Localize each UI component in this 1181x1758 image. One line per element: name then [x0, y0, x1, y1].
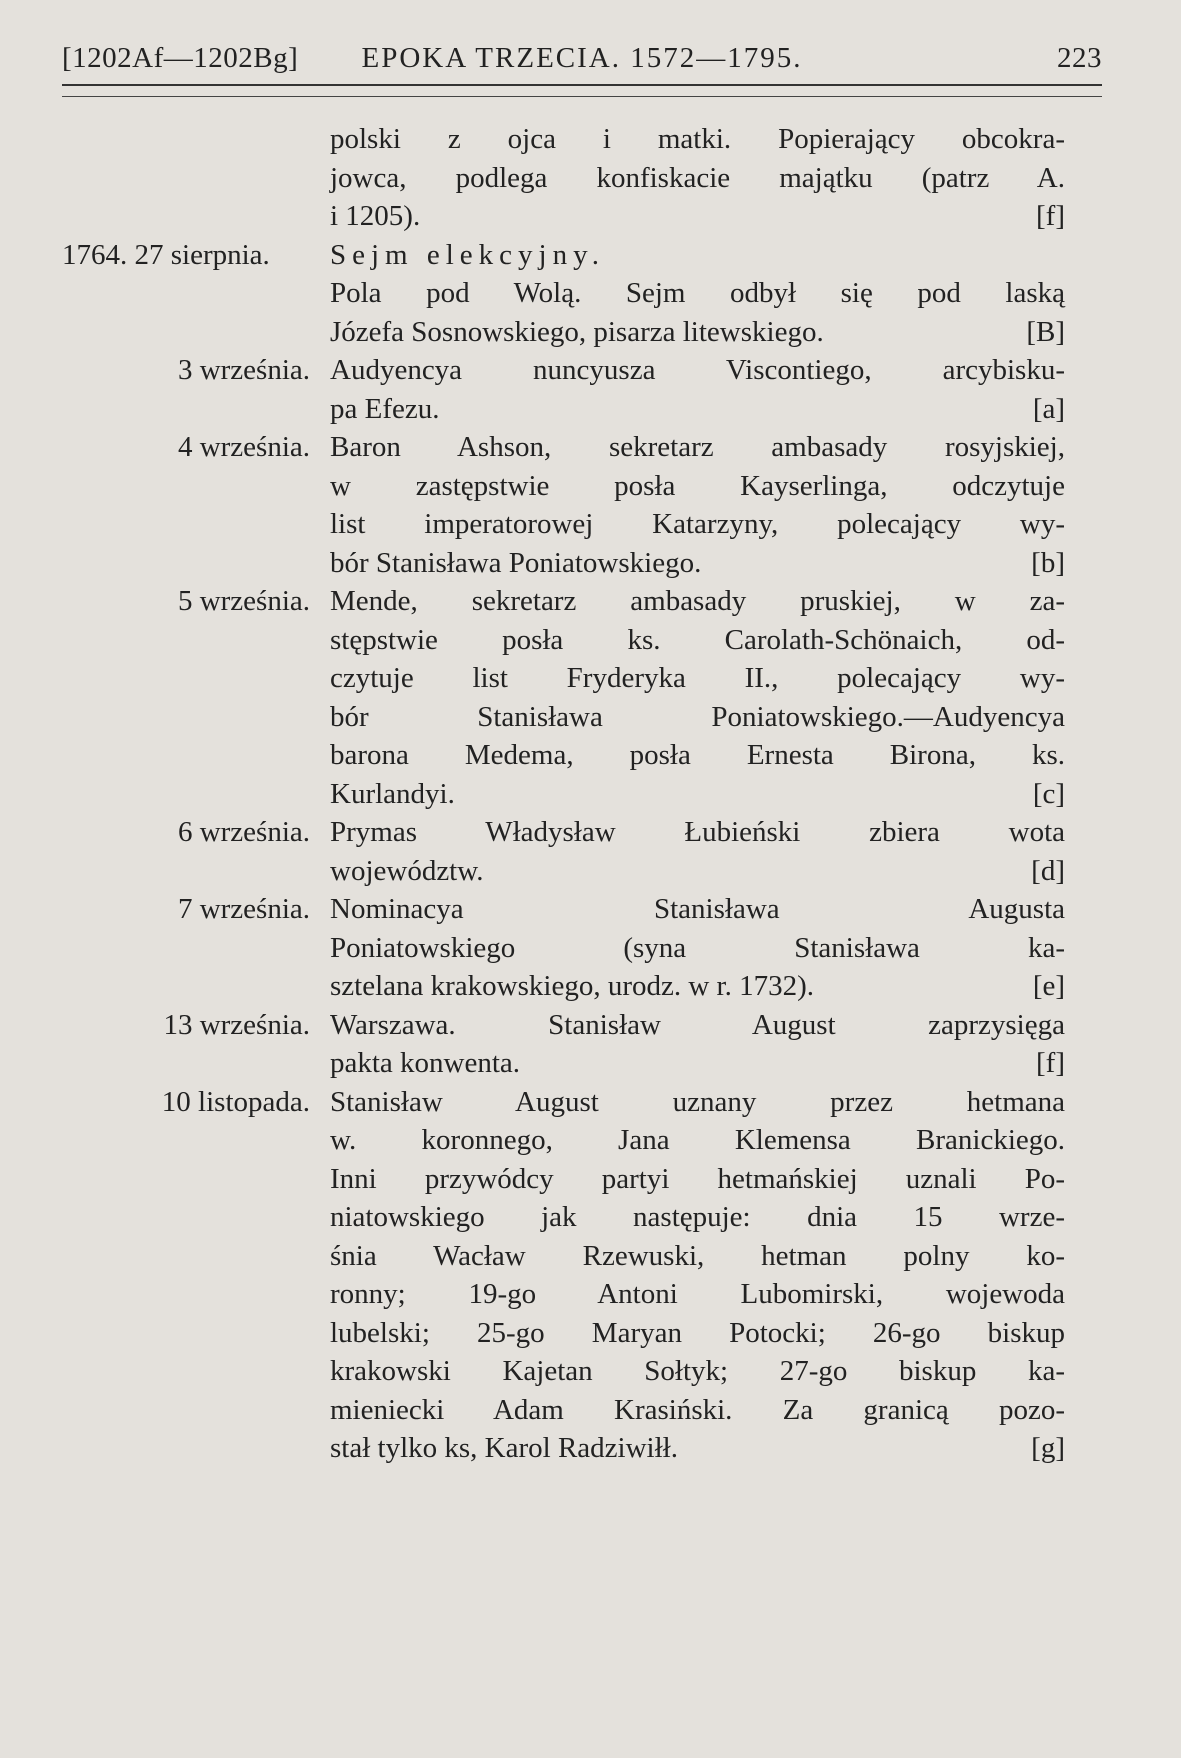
- text-line: [330, 890, 1065, 929]
- text-line: polski z ojca i matki. Popierający obcokra-: [330, 123, 1065, 155]
- chronology-entry: [0, 813, 1181, 890]
- text-line: [330, 544, 1065, 583]
- section-reference: [1202Af—1202Bg]: [62, 42, 299, 74]
- text-line: [330, 852, 1065, 891]
- entry-date: 6 września.: [177, 816, 310, 848]
- date-spacer: [0, 120, 330, 236]
- text-line-content: bór Stanisława Poniatowskiego.—Audyencya: [330, 700, 1065, 733]
- entry-date: 3 września.: [177, 354, 310, 386]
- text-line-content: województw.: [330, 854, 484, 887]
- source-mark: [e]: [1032, 970, 1065, 1002]
- text-line: [330, 236, 1065, 275]
- text-line: [330, 1044, 1065, 1083]
- text-line-content: bór Stanisława Poniatowskiego.: [330, 546, 702, 579]
- source-mark: [f]: [1036, 1047, 1065, 1079]
- text-line-content: Mende, sekretarz ambasady pruskiej, w za-: [330, 585, 1065, 617]
- text-line: [330, 929, 1065, 968]
- text-line: [330, 505, 1065, 544]
- text-line: [330, 1314, 1065, 1353]
- text-line-content: śnia Wacław Rzewuski, hetman polny ko-: [330, 1239, 1065, 1272]
- text-line: [330, 467, 1065, 506]
- chronology-entry: [0, 1083, 1181, 1468]
- text-line: [330, 1391, 1065, 1430]
- text-line-content: czytuje list Fryderyka II., polecający wy-: [330, 662, 1065, 694]
- text-line: [330, 1352, 1065, 1391]
- chronology-entry: [0, 236, 1181, 275]
- text-line: [330, 698, 1065, 737]
- text-line-content: lubelski; 25-go Maryan Potocki; 26-go biskup: [330, 1316, 1065, 1349]
- text-line-content: pa Efezu.: [330, 392, 440, 425]
- entry-text: [330, 274, 1065, 351]
- entry-date: 7 września.: [177, 893, 310, 925]
- text-line-content: w. koronnego, Jana Klemensa Branickiego.: [330, 1124, 1065, 1156]
- chronology-entry: [0, 274, 1181, 351]
- text-line-content: Nominacya Stanisława Augusta: [330, 893, 1065, 925]
- text-line: [330, 274, 1065, 313]
- entry-text: [330, 351, 1065, 428]
- text-line-content: stał tylko ks, Karol Radziwiłł.: [330, 1432, 678, 1464]
- entry-date: 10 listopada.: [161, 1085, 310, 1118]
- text-line-content: w zastępstwie posła Kayserlinga, odczytuje: [330, 469, 1065, 502]
- intro-continuation: [0, 120, 1181, 236]
- page-number: 223: [1057, 42, 1102, 74]
- text-line-content: i 1205).: [330, 200, 421, 232]
- chronology-body: [0, 120, 1181, 1468]
- source-mark: [f]: [1036, 200, 1065, 232]
- text-line-content: Prymas Władysław Łubieński zbiera wota: [330, 816, 1065, 848]
- text-line: [330, 1083, 1065, 1122]
- source-mark: [g]: [1031, 1432, 1065, 1464]
- text-line: [330, 621, 1065, 660]
- text-line-content: krakowski Kajetan Sołtyk; 27-go biskup ka-: [330, 1355, 1065, 1387]
- chronology-entry: [0, 890, 1181, 1006]
- text-line: [330, 1160, 1065, 1199]
- text-line-content: stępstwie posła ks. Carolath-Schönaich, od-: [330, 623, 1065, 656]
- source-mark: [d]: [1031, 854, 1065, 887]
- source-mark: [a]: [1032, 392, 1065, 425]
- text-line: [330, 1275, 1065, 1314]
- text-line: [330, 390, 1065, 429]
- text-line-content: ronny; 19-go Antoni Lubomirski, wojewoda: [330, 1278, 1065, 1310]
- chronology-entry: [0, 428, 1181, 582]
- entry-date: 5 września.: [177, 585, 310, 617]
- text-line: [330, 736, 1065, 775]
- entry-date: 1764. 27 sierpnia.: [62, 238, 270, 271]
- page-header: [62, 30, 1102, 86]
- text-line-content: Sejm elekcyjny.: [330, 238, 605, 271]
- text-line-content: Baron Ashson, sekretarz ambasady rosyjskiej,: [330, 431, 1065, 463]
- text-line: [330, 1198, 1065, 1237]
- text-line-content: Pola pod Wolą. Sejm odbył się pod laską: [330, 277, 1065, 309]
- text-line: [330, 1237, 1065, 1276]
- text-line: [330, 197, 1065, 236]
- text-line: [330, 1429, 1065, 1468]
- entry-date: [0, 274, 330, 351]
- entry-text: [330, 1083, 1065, 1468]
- text-line: [330, 582, 1065, 621]
- text-line: jowca, podlega konfiskacie majątku (patrz A.: [330, 161, 1065, 194]
- source-mark: [B]: [1026, 315, 1065, 348]
- text-line-content: Poniatowskiego (syna Stanisława ka-: [330, 931, 1065, 964]
- text-line: [330, 351, 1065, 390]
- intro-text: [330, 120, 1065, 236]
- source-mark: [c]: [1032, 777, 1065, 810]
- text-line-content: Józefa Sosnowskiego, pisarza litewskiego.: [330, 315, 824, 348]
- text-line-content: Warszawa. Stanisław August zaprzysięga: [330, 1008, 1065, 1041]
- entry-text: [330, 582, 1065, 813]
- text-line-content: Audyencya nuncyusza Viscontiego, arcybisku-: [330, 354, 1065, 386]
- chronology-entry: [0, 582, 1181, 813]
- text-line: [330, 313, 1065, 352]
- source-mark: [b]: [1031, 546, 1065, 579]
- text-line-content: list imperatorowej Katarzyny, polecający wy-: [330, 508, 1065, 540]
- text-line-content: mieniecki Adam Krasiński. Za granicą pozo-: [330, 1393, 1065, 1426]
- text-line: [330, 659, 1065, 698]
- text-line: [330, 967, 1065, 1006]
- text-line: [330, 813, 1065, 852]
- text-line: [330, 775, 1065, 814]
- entry-date: 13 września.: [163, 1008, 310, 1041]
- text-line-content: Inni przywódcy partyi hetmańskiej uznali Po-: [330, 1162, 1065, 1195]
- running-title: EPOKA TRZECIA. 1572—1795.: [361, 42, 803, 74]
- text-line: [330, 1121, 1065, 1160]
- entry-text: [330, 428, 1065, 582]
- text-line-content: pakta konwenta.: [330, 1047, 521, 1079]
- entry-text: [330, 236, 1065, 275]
- entry-date: 4 września.: [177, 431, 310, 463]
- text-line-content: Kurlandyi.: [330, 777, 455, 810]
- chronology-entry: [0, 1006, 1181, 1083]
- text-line: [330, 1006, 1065, 1045]
- text-line-content: niatowskiego jak następuje: dnia 15 wrze-: [330, 1201, 1065, 1233]
- text-line-content: sztelana krakowskiego, urodz. w r. 1732).: [330, 970, 815, 1002]
- text-line-content: barona Medema, posła Ernesta Birona, ks.: [330, 739, 1065, 771]
- entry-text: [330, 1006, 1065, 1083]
- text-line-content: Stanisław August uznany przez hetmana: [330, 1085, 1065, 1118]
- entry-text: [330, 813, 1065, 890]
- header-rule: [62, 84, 1102, 97]
- entry-text: [330, 890, 1065, 1006]
- chronology-entry: [0, 351, 1181, 428]
- text-line: [330, 428, 1065, 467]
